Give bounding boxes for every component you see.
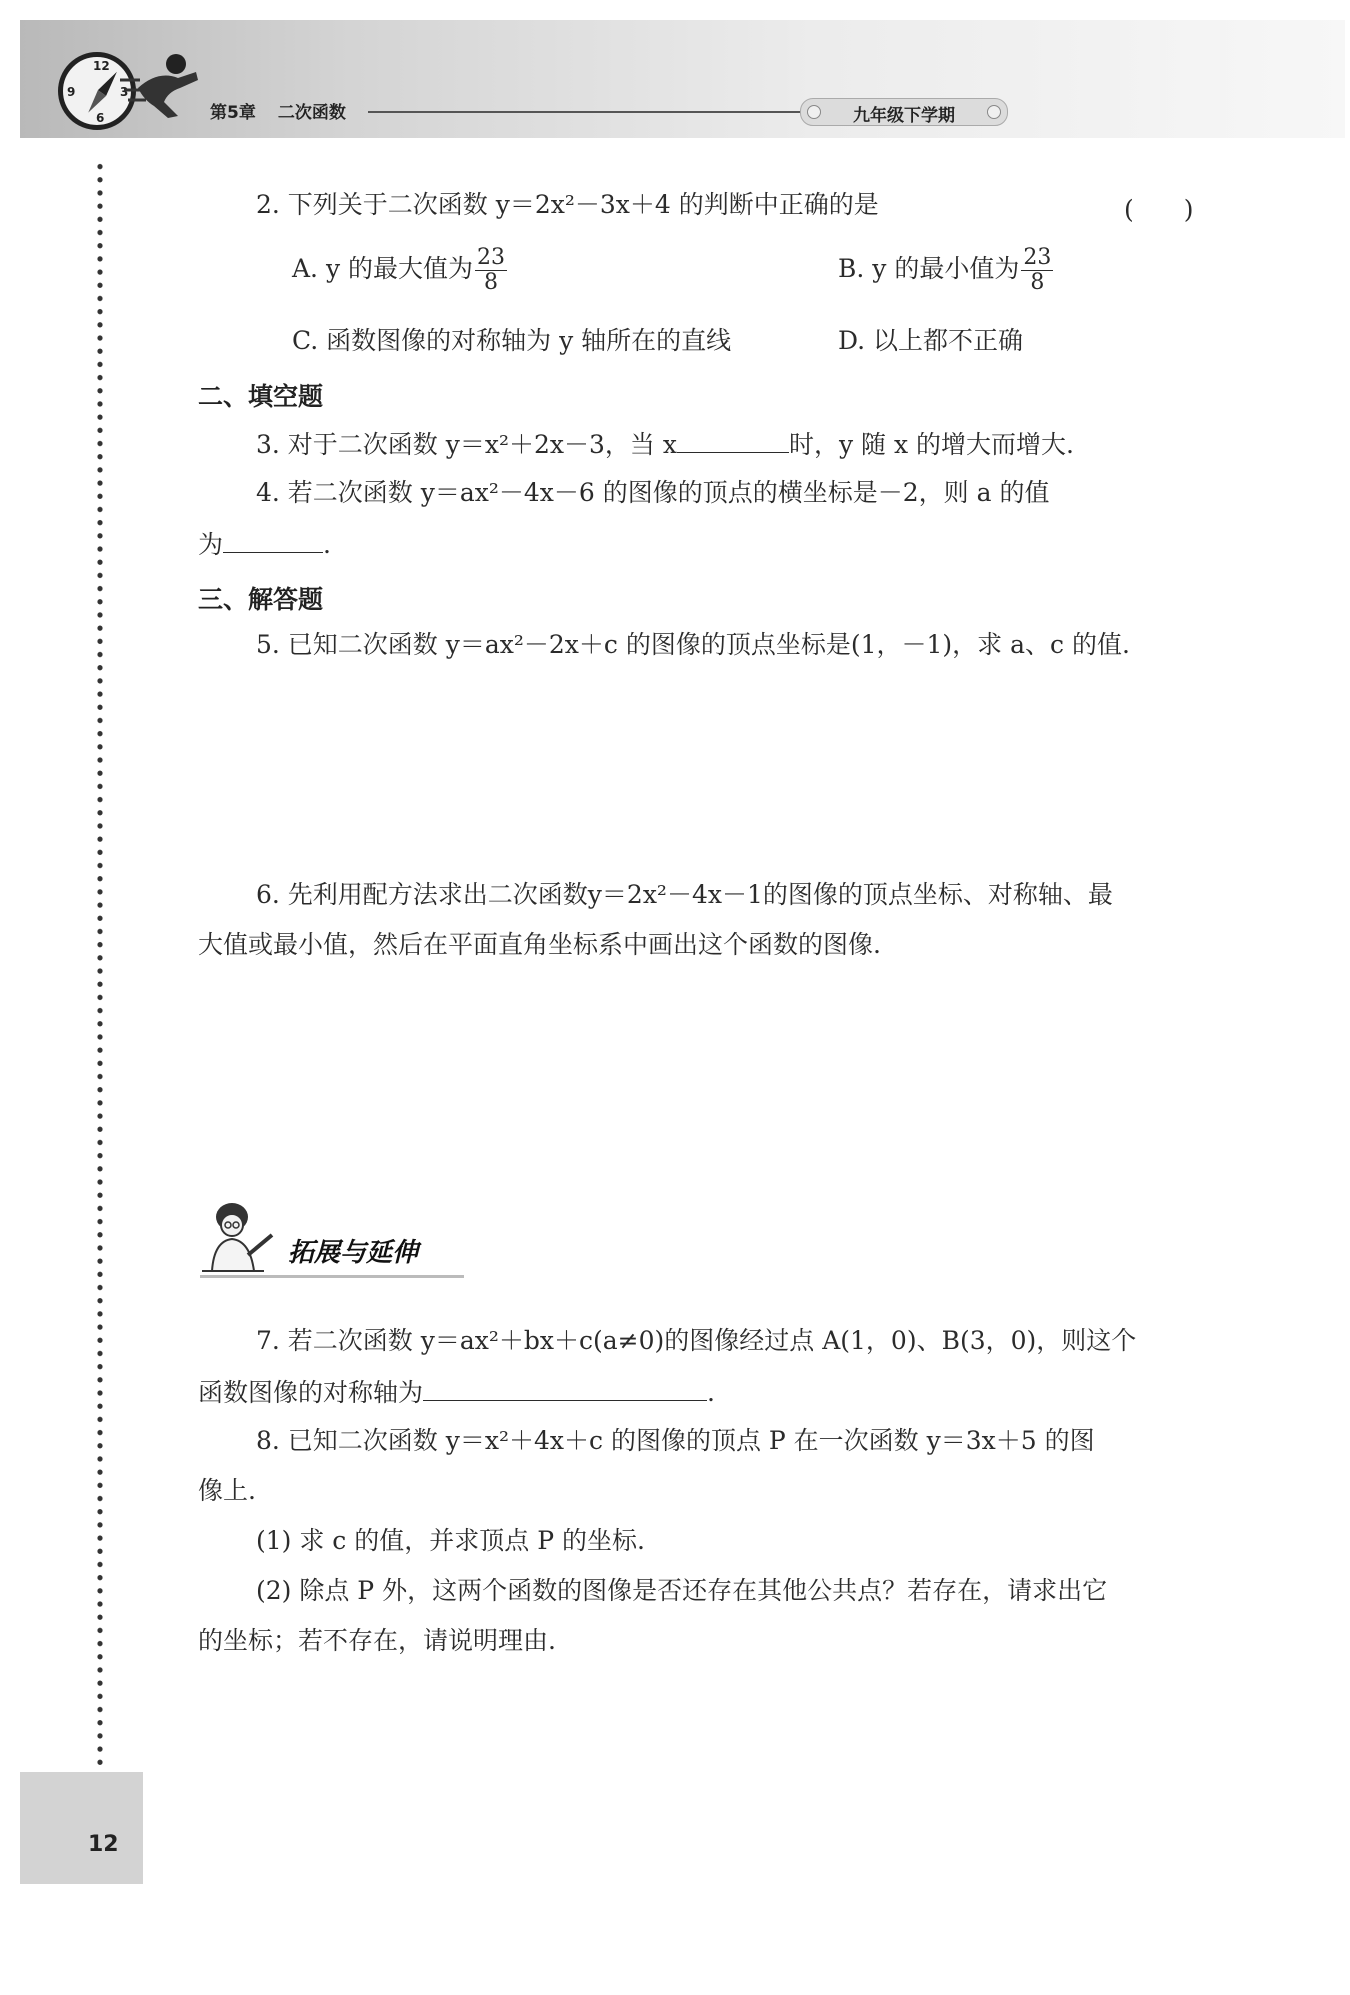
q4-line2 [198,528,331,560]
fraction-numerator: 23 [1023,245,1052,270]
q3 [256,428,1074,460]
q5: 5. 已知二次函数 y＝ax²－2x＋c 的图像的顶点坐标是(1，－1)，求 a、c 的值. [256,630,1130,659]
grade-badge [800,98,1008,126]
q8-line1: 8. 已知二次函数 y＝x²＋4x＋c 的图像的顶点 P 在一次函数 y＝3x＋5 的图 [256,1426,1095,1455]
section-heading-extension: 拓展与延伸 [288,1238,419,1268]
q7-text-pre: 函数图像的对称轴为 [198,1378,424,1407]
answer-blank [423,1376,707,1401]
q4-text-pre: 为 [198,530,224,559]
q8-sub2-line2: 的坐标；若不存在，请说明理由. [198,1626,556,1655]
fraction-denominator: 8 [1030,270,1045,296]
q7-line2 [198,1376,715,1408]
answer-blank [223,528,323,553]
header-divider [368,111,800,113]
q4-text-post: . [323,530,331,559]
fraction-denominator: 8 [484,270,499,296]
q2-option-a-text: A. y 的最大值为 [292,254,474,284]
fraction [475,246,507,295]
q2-option-a [292,246,507,295]
chapter-title: 二次函数 [277,103,346,123]
q6-line2: 大值或最小值，然后在平面直角坐标系中画出这个函数的图像. [198,930,881,959]
page-number: 12 [88,1832,119,1857]
q8-sub1: (1) 求 c 的值，并求顶点 P 的坐标. [256,1526,645,1555]
fraction [1021,246,1053,295]
q2-stem: 2. 下列关于二次函数 y＝2x²－3x＋4 的判断中正确的是 [256,190,879,219]
q3-text-pre: 3. 对于二次函数 y＝x²＋2x－3，当 x [256,430,677,459]
q7-text-post: . [707,1378,715,1407]
q2-option-c: C. 函数图像的对称轴为 y 轴所在的直线 [292,326,732,355]
q3-text-post: 时，y 随 x 的增大而增大. [788,430,1074,459]
q6-line1: 6. 先利用配方法求出二次函数y＝2x²－4x－1的图像的顶点坐标、对称轴、最 [256,880,1113,909]
q8-line2: 像上. [198,1476,256,1505]
q2-option-d: D. 以上都不正确 [838,326,1024,355]
q2-answer-bracket: ( ) [1124,195,1194,224]
q2-option-b [838,246,1053,295]
fraction-numerator: 23 [477,245,506,270]
compass-icon: 12 3 6 9 [58,52,136,130]
q4-line1: 4. 若二次函数 y＝ax²－4x－6 的图像的顶点的横坐标是－2，则 a 的值 [256,478,1050,507]
q8-sub2-line1: (2) 除点 P 外，这两个函数的图像是否还存在其他公共点？若存在，请求出它 [256,1576,1108,1605]
section-heading-solve: 三、解答题 [198,585,324,614]
grade-label: 九年级下学期 [853,106,955,126]
chapter-label [210,98,368,123]
q2-option-b-text: B. y 的最小值为 [838,254,1020,284]
extension-underline [200,1275,464,1278]
answer-blank [677,428,789,453]
section-heading-fill-in: 二、填空题 [198,382,324,411]
runner-icon [118,50,202,120]
page-number-box [20,1772,143,1884]
q7-line1: 7. 若二次函数 y＝ax²＋bx＋c(a≠0)的图像经过点 A(1，0)、B(3，0)，则这个 [256,1326,1137,1355]
margin-dotted-line [97,160,103,1765]
chapter-number: 第5章 [210,103,256,123]
